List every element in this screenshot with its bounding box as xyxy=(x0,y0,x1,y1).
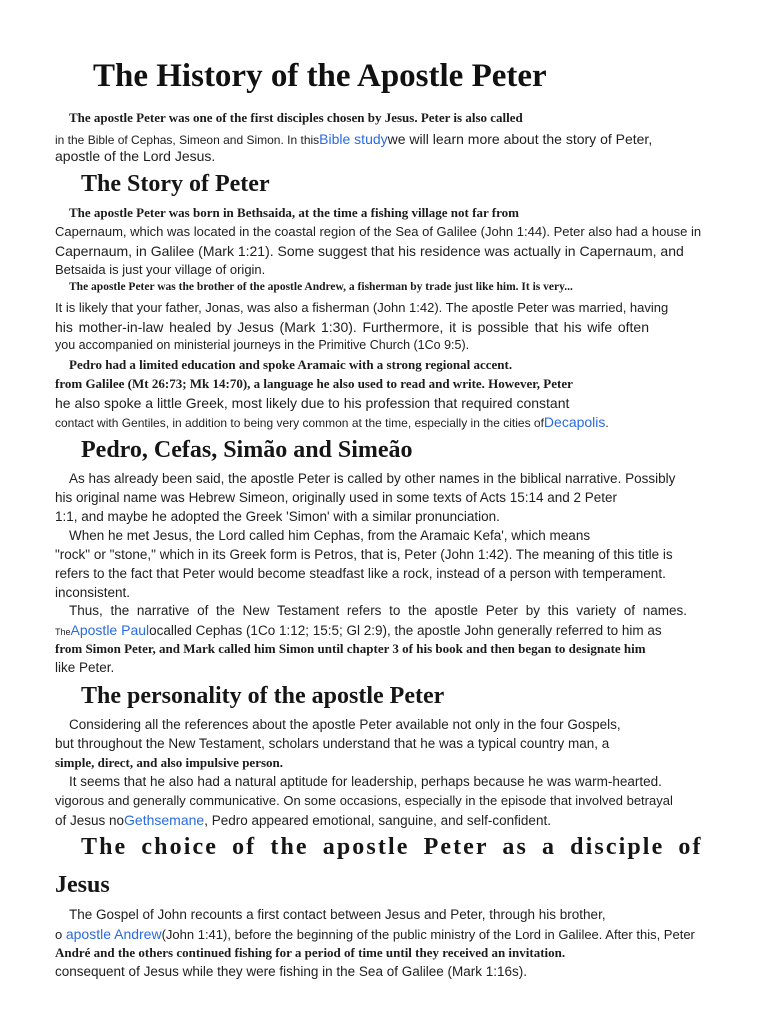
names-line-9-text: ocalled Cephas (1Co 1:12; 15:5; Gl 2:9), the apostle John generally referred to him as xyxy=(149,623,662,638)
story-line-12 xyxy=(55,414,609,430)
intro-line-1: The apostle Peter was one of the first disciples chosen by Jesus. Peter is also called xyxy=(69,110,523,125)
choice-line-4: consequent of Jesus while they were fishing in the Sea of Galilee (Mark 1:16s). xyxy=(55,964,527,979)
story-line-12-text: contact with Gentiles, in addition to being very common at the time, especially in the cities of xyxy=(55,416,544,430)
choice-line-3: André and the others continued fishing for a period of time until they received an invitation. xyxy=(55,945,566,960)
intro-line-2-tail: we will learn more about the story of Peter, xyxy=(387,131,653,147)
names-line-2: his original name was Hebrew Simeon, originally used in some texts of Acts 15:14 and 2 Peter xyxy=(55,490,618,505)
names-line-3: 1:1, and maybe he adopted the Greek 'Simon' with a similar pronunciation. xyxy=(55,509,500,524)
story-line-2: Capernaum, which was located in the coastal region of the Sea of Galilee (John 1:44). Peter also had a house in xyxy=(55,224,702,239)
names-line-7: inconsistent. xyxy=(55,585,131,600)
section-heading-choice-cont: Jesus xyxy=(55,872,110,898)
apostle-andrew-link[interactable]: apostle Andrew xyxy=(65,926,162,942)
personality-line-5: vigorous and generally communicative. On some occasions, especially in the episode that involved betrayal xyxy=(55,793,673,808)
intro-line-3: apostle of the Lord Jesus. xyxy=(55,148,216,164)
story-line-8: you accompanied on ministerial journeys in the Primitive Church (1Co 9:5). xyxy=(55,338,470,352)
names-line-8: Thus, the narrative of the New Testament refers to the apostle Peter by this variety of names. xyxy=(69,603,687,618)
names-line-9 xyxy=(55,622,662,638)
personality-line-3: simple, direct, and also impulsive person. xyxy=(55,755,284,770)
story-line-4: Betsaida is just your village of origin. xyxy=(55,262,266,277)
names-line-6: refers to the fact that Peter would become steadfast like a rock, instead of a person with temperament. xyxy=(55,566,666,581)
personality-line-6-tail: , Pedro appeared emotional, sanguine, and self-confident. xyxy=(204,813,551,828)
names-line-11: like Peter. xyxy=(55,660,115,675)
personality-line-1: Considering all the references about the apostle Peter available not only in the four Gospels, xyxy=(69,717,621,732)
gethsemane-link[interactable]: Gethsemane xyxy=(124,812,205,828)
page-title: The History of the Apostle Peter xyxy=(93,58,547,94)
section-heading-story: The Story of Peter xyxy=(81,171,270,197)
names-line-10: from Simon Peter, and Mark called him Simon until chapter 3 of his book and then began to designate him xyxy=(55,641,646,656)
names-line-1: As has already been said, the apostle Peter is called by other names in the biblical narrative. Possibly xyxy=(69,471,676,486)
section-heading-names: Pedro, Cefas, Simão and Simeão xyxy=(81,437,413,463)
choice-line-2-prefix: o xyxy=(55,927,66,942)
names-line-4: When he met Jesus, the Lord called him Cephas, from the Aramaic Kefa', which means xyxy=(69,528,591,543)
personality-line-6 xyxy=(55,812,551,828)
story-line-3: Capernaum, in Galilee (Mark 1:21). Some suggest that his residence was actually in Capernaum, and xyxy=(55,243,684,259)
story-line-12-tail: . xyxy=(605,416,609,430)
section-heading-choice: The choice of the apostle Peter as a disciple of xyxy=(81,834,703,860)
section-heading-personality: The personality of the apostle Peter xyxy=(81,683,445,709)
story-line-9: Pedro had a limited education and spoke Aramaic with a strong regional accent. xyxy=(69,357,513,372)
decapolis-link[interactable]: Decapolis xyxy=(543,414,606,430)
story-line-5: The apostle Peter was the brother of the apostle Andrew, a fisherman by trade just like him. It is very... xyxy=(69,281,573,293)
intro-line-2 xyxy=(55,131,652,147)
bible-study-link[interactable]: Bible study xyxy=(319,131,388,147)
story-line-6: It is likely that your father, Jonas, was also a fisherman (John 1:42). The apostle Peter was married, having xyxy=(55,300,669,315)
personality-line-2: but throughout the New Testament, scholars understand that he was a typical country man, a xyxy=(55,736,610,751)
choice-line-2 xyxy=(55,926,695,942)
personality-line-6-text: of Jesus no xyxy=(55,813,125,828)
intro-line-2-text: in the Bible of Cephas, Simeon and Simon. In this xyxy=(55,133,320,147)
story-line-11: he also spoke a little Greek, most likely due to his profession that required constant xyxy=(55,395,570,411)
story-line-7: his mother-in-law healed by Jesus (Mark 1:30). Furthermore, it is possible that his wife often xyxy=(55,319,649,335)
story-line-1: The apostle Peter was born in Bethsaida, at the time a fishing village not far from xyxy=(69,205,519,220)
personality-line-4: It seems that he also had a natural aptitude for leadership, perhaps because he was warm-hearted. xyxy=(69,774,662,789)
names-line-5: "rock" or "stone," which in its Greek form is Petros, that is, Peter (John 1:42). The meaning of this title is xyxy=(55,547,673,562)
story-line-10: from Galilee (Mt 26:73; Mk 14:70), a language he also used to read and write. However, Peter xyxy=(55,376,573,391)
choice-line-2-text: (John 1:41), before the beginning of the public ministry of the Lord in Galilee. After this, Peter xyxy=(161,927,695,942)
apostle-paul-link[interactable]: Apostle Paul xyxy=(70,622,150,638)
choice-line-1: The Gospel of John recounts a first contact between Jesus and Peter, through his brother, xyxy=(69,907,606,922)
names-line-9-prefix: The xyxy=(55,627,71,637)
